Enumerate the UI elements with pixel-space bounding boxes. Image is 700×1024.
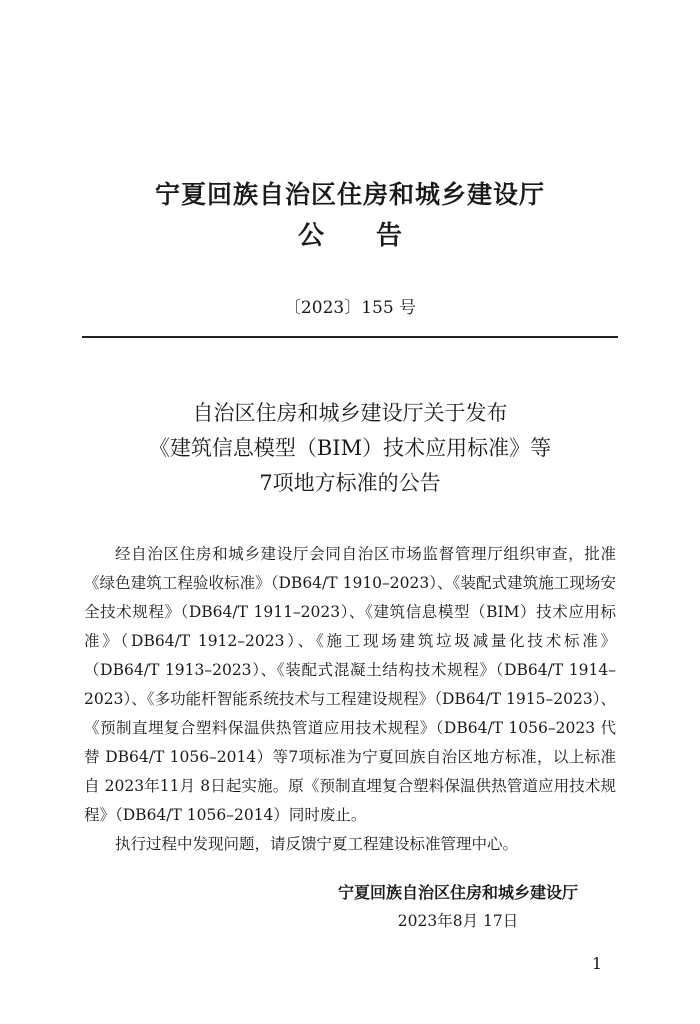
issue-date: 2023年8月 17日 bbox=[397, 912, 519, 930]
issuer-heading: 宁夏回族自治区住房和城乡建设厅 bbox=[154, 180, 545, 209]
doc-type-char-1: 公 bbox=[297, 221, 324, 251]
announcement-title bbox=[60, 396, 640, 501]
page-number: 1 bbox=[591, 954, 602, 973]
doc-type-char-2: 告 bbox=[376, 221, 403, 251]
title-line-3: 7项地方标准的公告 bbox=[259, 471, 441, 495]
signatory: 宁夏回族自治区住房和城乡建设厅 bbox=[337, 883, 578, 902]
announcement-body bbox=[84, 540, 616, 859]
body-paragraph-1: 经自治区住房和城乡建设厅会同自治区市场监督管理厅组织审查，批准《绿色建筑工程验收标准》（DB64/T 1910–2023）、《装配式建筑施工现场安全技术规程》（DB64/T 1911–2023）、《建筑信息模型（BIM）技术应用标准》（DB64/T 1912–2023）、《施工现场建筑垃圾减量化技术标准》（DB64/T 1913–2023）、《装配式混凝土结构技术规程》（DB64/T 1914–2023）、《多功能杆智能系统技术与工程建设规程》（DB64/T 1915–2023）、《预制直埋复合塑料保温供热管道应用技术规程》（DB64/T 1056–2023 代替 DB64/T 1056–2014）等7项标准为宁夏回族自治区地方标准，以上标准自 2023年11月 8日起实施。原《预制直埋复合塑料保温供热管道应用技术规程》（DB64/T 1056–2014）同时废止。 bbox=[84, 545, 616, 824]
document-number: 〔2023〕155 号 bbox=[283, 298, 417, 318]
title-line-1: 自治区住房和城乡建设厅关于发布 bbox=[192, 401, 508, 425]
body-paragraph-2: 执行过程中发现问题，请反馈宁夏工程建设标准管理中心。 bbox=[115, 835, 519, 853]
title-line-2: 《建筑信息模型（BIM）技术应用标准》等 bbox=[148, 436, 552, 460]
header-divider bbox=[82, 336, 618, 338]
doc-type-heading bbox=[0, 218, 700, 254]
